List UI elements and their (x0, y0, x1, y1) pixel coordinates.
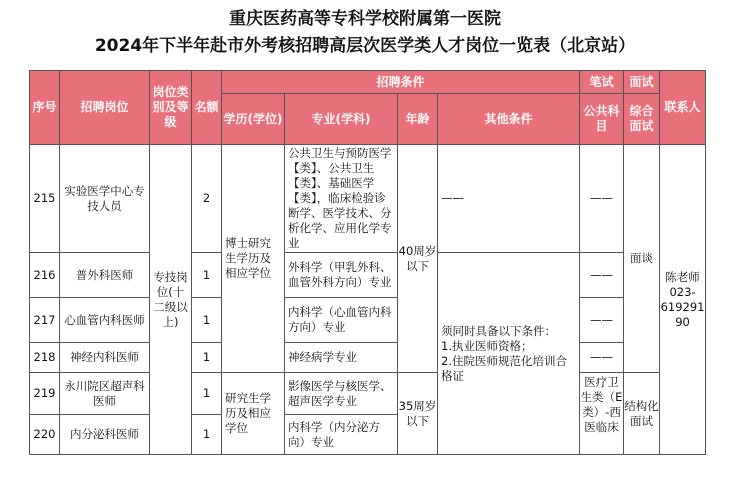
header-public: 公共科目 (580, 94, 624, 145)
cell-seq: 220 (30, 415, 60, 455)
cell-seq: 216 (30, 253, 60, 298)
header-age: 年龄 (398, 94, 438, 145)
cell-contact: 陈老师 023- 61929190 (660, 145, 706, 455)
cell-age: 35周岁以下 (398, 373, 438, 455)
cell-public: —— (580, 343, 624, 373)
cell-major: 内科学（心血管内科方向）专业 (285, 298, 398, 343)
cell-position: 心血管内科医师 (60, 298, 150, 343)
cell-category: 专技岗位(十二级以上) (150, 145, 192, 455)
cell-position: 永川院区超声科医师 (60, 373, 150, 415)
cell-position: 普外科医师 (60, 253, 150, 298)
cell-quota: 1 (192, 373, 222, 415)
cell-quota: 1 (192, 343, 222, 373)
table-row (30, 298, 706, 343)
cell-seq: 217 (30, 298, 60, 343)
table-row (30, 145, 706, 253)
document-subtitle: 2024年下半年赴市外考核招聘高层次医学类人才岗位一览表（北京站） (94, 36, 636, 56)
header-major: 专业(学科) (285, 94, 398, 145)
header-conditions: 招聘条件 (222, 71, 580, 94)
cell-education: 博士研究生学历及相应学位 (222, 145, 285, 373)
header-comprehensive: 综合面试 (624, 94, 660, 145)
cell-education: 研究生学历及相应学位 (222, 373, 285, 455)
cell-other: —— (438, 145, 580, 253)
header-written: 笔试 (580, 71, 624, 94)
cell-quota: 1 (192, 298, 222, 343)
cell-seq: 215 (30, 145, 60, 253)
cell-public: —— (580, 145, 624, 253)
header-position: 招聘岗位 (60, 71, 150, 145)
header-education: 学历(学位) (222, 94, 285, 145)
cell-position: 实验医学中心专技人员 (60, 145, 150, 253)
header-seq: 序号 (30, 71, 60, 145)
cell-quota: 2 (192, 145, 222, 253)
cell-major: 内科学（内分泌方向）专业 (285, 415, 398, 455)
header-category: 岗位类别及等级 (150, 71, 192, 145)
cell-age: 40周岁以下 (398, 145, 438, 373)
cell-major: 外科学（甲乳外科、血管外科方向）专业 (285, 253, 398, 298)
header-contact: 联系人 (660, 71, 706, 145)
cell-major: 公共卫生与预防医学【类】、公共卫生【类】、基础医学【类】，临床检验诊断学、医学技术、分析化学、应用化学专业 (285, 145, 398, 253)
header-quota: 名额 (192, 71, 222, 145)
cell-position: 内分泌科医师 (60, 415, 150, 455)
recruitment-table (29, 70, 706, 455)
table-row (30, 253, 706, 298)
cell-public: —— (580, 253, 624, 298)
cell-interview: 结构化面试 (624, 373, 660, 455)
cell-major: 影像医学与核医学、超声医学专业 (285, 373, 398, 415)
cell-interview: 面谈 (624, 145, 660, 373)
table-row (30, 373, 706, 415)
table-row (30, 343, 706, 373)
cell-public: —— (580, 298, 624, 343)
cell-quota: 1 (192, 253, 222, 298)
header-other: 其他条件 (438, 94, 580, 145)
cell-seq: 219 (30, 373, 60, 415)
cell-other: 须同时具备以下条件： 1.执业医师资格； 2.住院医师规范化培训合格证 (438, 253, 580, 455)
cell-major: 神经病学专业 (285, 343, 398, 373)
header-interview: 面试 (624, 71, 660, 94)
cell-seq: 218 (30, 343, 60, 373)
document-title: 重庆医药高等专科学校附属第一医院 (229, 9, 501, 29)
cell-quota: 1 (192, 415, 222, 455)
cell-position: 神经内科医师 (60, 343, 150, 373)
cell-public: 医疗卫生类（E类）-西医临床 (580, 373, 624, 455)
